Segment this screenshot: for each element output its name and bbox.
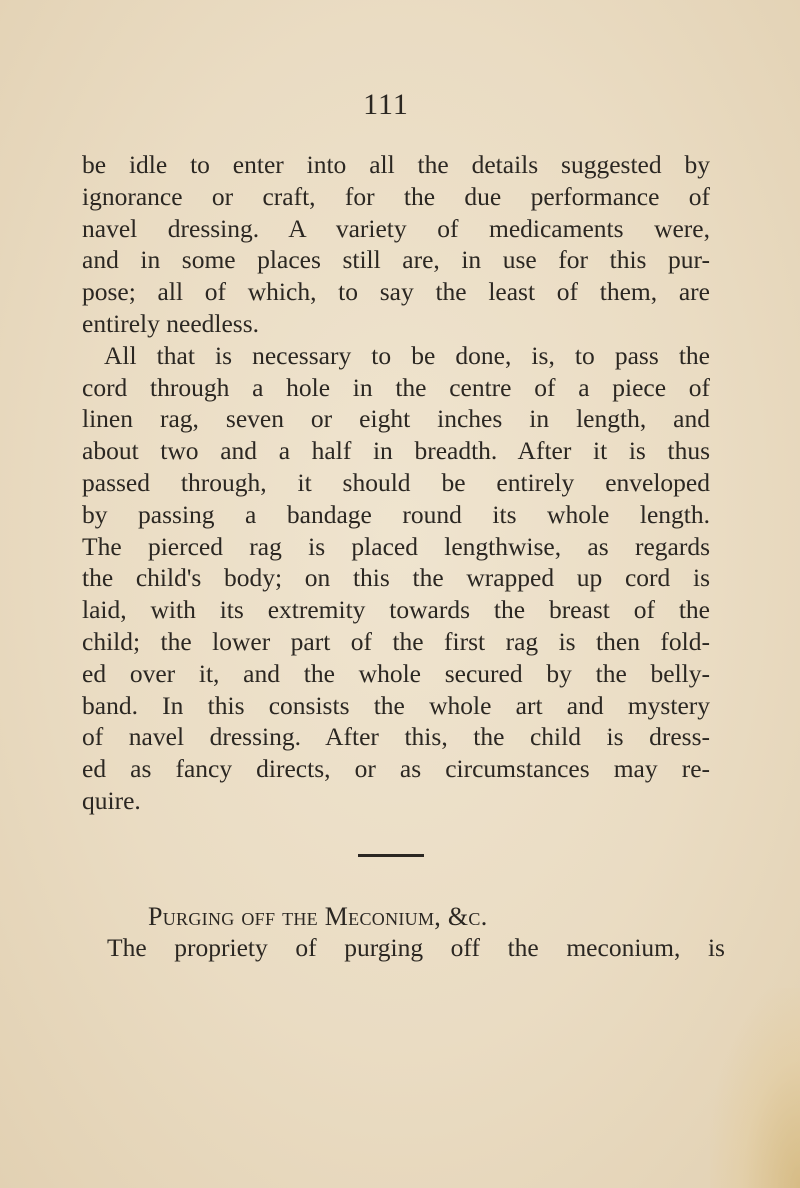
text-line: passed through, it should be entirely enveloped [82,467,710,497]
text-line: All that is necessary to be done, is, to pass the [104,340,710,370]
text-line: linen rag, seven or eight inches in length, and [82,404,710,434]
page-stain [710,988,800,1188]
text-line: quire. [82,785,141,815]
text-line: by passing a bandage round its whole length. [82,499,710,529]
text-line: laid, with its extremity towards the breast of the [82,595,710,625]
text-line: ignorance or craft, for the due performance of [82,181,710,211]
body-text [82,149,710,817]
text-line: entirely needless. [82,308,260,338]
text-line: and in some places still are, in use for this pur- [82,245,710,275]
text-line: child; the lower part of the first rag is then fold- [82,626,710,656]
text-line: be idle to enter into all the details suggested by [82,150,710,179]
text-line: cord through a hole in the centre of a piece of [82,372,710,402]
text-line: band. In this consists the whole art and mystery [82,690,710,720]
text-line: the child's body; on this the wrapped up cord is [82,563,710,593]
text-line: ed as fancy directs, or as circumstances may re- [82,754,710,784]
text-line: navel dressing. A variety of medicaments were, [82,213,710,243]
section-first-line: The propriety of purging off the meconium, is [107,933,725,962]
section-divider [358,854,424,857]
text-line: ed over it, and the whole secured by the belly- [82,658,710,688]
page-number: 111 [363,88,409,121]
section-heading: Purging off the Meconium, &c. [148,902,488,931]
text-line: of navel dressing. After this, the child is dress- [82,722,710,752]
text-line: pose; all of which, to say the least of them, are [82,277,710,307]
text-line: about two and a half in breadth. After it is thus [82,436,710,466]
text-line: The pierced rag is placed lengthwise, as regards [82,531,710,561]
